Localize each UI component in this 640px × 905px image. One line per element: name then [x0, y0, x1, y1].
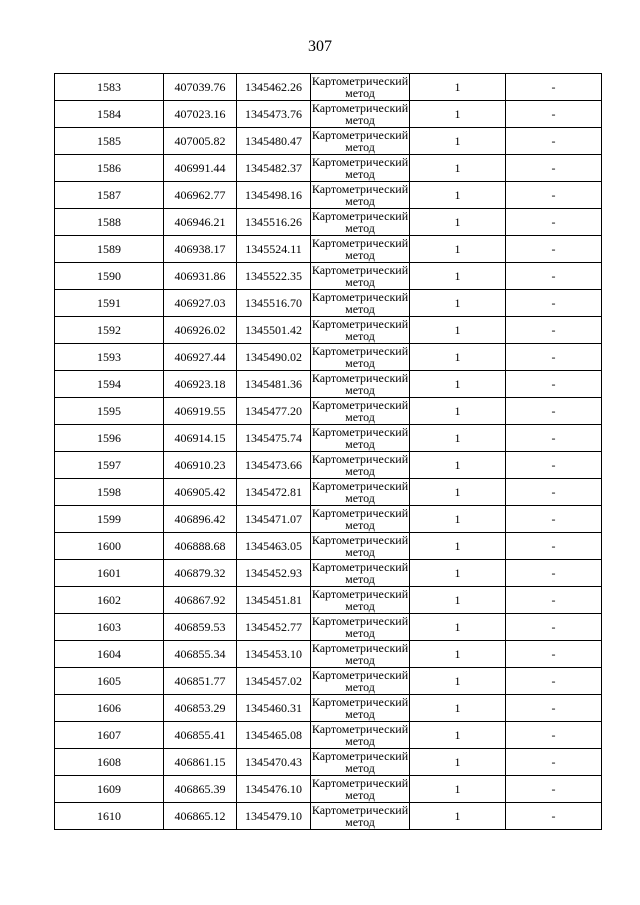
accuracy-cell: 1 — [410, 209, 506, 236]
method-line-1: Картометрический — [311, 533, 409, 547]
method-line-1: Картометрический — [311, 344, 409, 358]
accuracy-cell: 1 — [410, 182, 506, 209]
method-cell — [311, 155, 410, 182]
y-coordinate-cell: 1345475.74 — [237, 425, 311, 452]
method-line-1: Картометрический — [311, 317, 409, 331]
method-line-2: метод — [345, 140, 375, 154]
table-row — [55, 776, 602, 803]
method-line-2: метод — [345, 599, 375, 613]
method-line-2: метод — [345, 815, 375, 829]
method-line-1: Картометрический — [311, 263, 409, 277]
table-row — [55, 722, 602, 749]
description-cell: - — [506, 101, 602, 128]
table-body — [55, 74, 602, 830]
description-cell: - — [506, 722, 602, 749]
y-coordinate-cell: 1345462.26 — [237, 74, 311, 101]
accuracy-cell: 1 — [410, 344, 506, 371]
table-row — [55, 263, 602, 290]
table-row — [55, 668, 602, 695]
description-cell: - — [506, 452, 602, 479]
accuracy-cell: 1 — [410, 128, 506, 155]
point-number-cell: 1598 — [55, 479, 164, 506]
method-line-1: Картометрический — [311, 695, 409, 709]
method-line-2: метод — [345, 788, 375, 802]
description-cell: - — [506, 425, 602, 452]
point-number-cell: 1596 — [55, 425, 164, 452]
y-coordinate-cell: 1345477.20 — [237, 398, 311, 425]
method-line-2: метод — [345, 302, 375, 316]
table-row — [55, 290, 602, 317]
method-cell — [311, 560, 410, 587]
accuracy-cell: 1 — [410, 479, 506, 506]
table-row — [55, 236, 602, 263]
y-coordinate-cell: 1345457.02 — [237, 668, 311, 695]
method-line-1: Картометрический — [311, 371, 409, 385]
description-cell: - — [506, 317, 602, 344]
y-coordinate-cell: 1345476.10 — [237, 776, 311, 803]
description-cell: - — [506, 479, 602, 506]
y-coordinate-cell: 1345524.11 — [237, 236, 311, 263]
method-line-2: метод — [345, 626, 375, 640]
point-number-cell: 1610 — [55, 803, 164, 830]
method-line-1: Картометрический — [311, 614, 409, 628]
method-cell — [311, 128, 410, 155]
method-line-2: метод — [345, 680, 375, 694]
accuracy-cell: 1 — [410, 236, 506, 263]
method-line-2: метод — [345, 572, 375, 586]
accuracy-cell: 1 — [410, 425, 506, 452]
method-line-1: Картометрический — [311, 128, 409, 142]
description-cell: - — [506, 209, 602, 236]
method-line-2: метод — [345, 707, 375, 721]
description-cell: - — [506, 668, 602, 695]
point-number-cell: 1595 — [55, 398, 164, 425]
point-number-cell: 1599 — [55, 506, 164, 533]
method-line-2: метод — [345, 194, 375, 208]
x-coordinate-cell: 407005.82 — [164, 128, 237, 155]
table-row — [55, 641, 602, 668]
method-line-2: метод — [345, 653, 375, 667]
description-cell: - — [506, 344, 602, 371]
accuracy-cell: 1 — [410, 560, 506, 587]
x-coordinate-cell: 406938.17 — [164, 236, 237, 263]
point-number-cell: 1606 — [55, 695, 164, 722]
coordinates-table — [54, 73, 602, 830]
x-coordinate-cell: 406896.42 — [164, 506, 237, 533]
method-line-2: метод — [345, 167, 375, 181]
x-coordinate-cell: 406888.68 — [164, 533, 237, 560]
method-cell — [311, 722, 410, 749]
method-line-1: Картометрический — [311, 425, 409, 439]
table-row — [55, 101, 602, 128]
table-row — [55, 425, 602, 452]
description-cell: - — [506, 695, 602, 722]
point-number-cell: 1583 — [55, 74, 164, 101]
x-coordinate-cell: 406946.21 — [164, 209, 237, 236]
method-cell — [311, 695, 410, 722]
y-coordinate-cell: 1345516.70 — [237, 290, 311, 317]
x-coordinate-cell: 406865.39 — [164, 776, 237, 803]
method-cell — [311, 668, 410, 695]
y-coordinate-cell: 1345522.35 — [237, 263, 311, 290]
x-coordinate-cell: 406923.18 — [164, 371, 237, 398]
method-line-1: Картометрический — [311, 290, 409, 304]
method-cell — [311, 371, 410, 398]
point-number-cell: 1590 — [55, 263, 164, 290]
x-coordinate-cell: 406926.02 — [164, 317, 237, 344]
method-cell — [311, 182, 410, 209]
accuracy-cell: 1 — [410, 290, 506, 317]
method-line-1: Картометрический — [311, 479, 409, 493]
method-cell — [311, 803, 410, 830]
method-cell — [311, 533, 410, 560]
point-number-cell: 1600 — [55, 533, 164, 560]
method-line-2: метод — [345, 248, 375, 262]
accuracy-cell: 1 — [410, 398, 506, 425]
method-cell — [311, 263, 410, 290]
table-row — [55, 587, 602, 614]
y-coordinate-cell: 1345481.36 — [237, 371, 311, 398]
point-number-cell: 1607 — [55, 722, 164, 749]
method-line-1: Картометрический — [311, 182, 409, 196]
accuracy-cell: 1 — [410, 803, 506, 830]
x-coordinate-cell: 407039.76 — [164, 74, 237, 101]
accuracy-cell: 1 — [410, 371, 506, 398]
accuracy-cell: 1 — [410, 155, 506, 182]
description-cell: - — [506, 236, 602, 263]
table-row — [55, 344, 602, 371]
description-cell: - — [506, 155, 602, 182]
accuracy-cell: 1 — [410, 317, 506, 344]
table-row — [55, 560, 602, 587]
method-line-2: метод — [345, 275, 375, 289]
y-coordinate-cell: 1345453.10 — [237, 641, 311, 668]
y-coordinate-cell: 1345471.07 — [237, 506, 311, 533]
y-coordinate-cell: 1345480.47 — [237, 128, 311, 155]
method-cell — [311, 614, 410, 641]
description-cell: - — [506, 533, 602, 560]
x-coordinate-cell: 406962.77 — [164, 182, 237, 209]
accuracy-cell: 1 — [410, 506, 506, 533]
point-number-cell: 1608 — [55, 749, 164, 776]
method-line-2: метод — [345, 410, 375, 424]
y-coordinate-cell: 1345479.10 — [237, 803, 311, 830]
description-cell: - — [506, 290, 602, 317]
method-line-1: Картометрический — [311, 506, 409, 520]
x-coordinate-cell: 406931.86 — [164, 263, 237, 290]
method-line-1: Картометрический — [311, 668, 409, 682]
method-line-1: Картометрический — [311, 749, 409, 763]
method-line-2: метод — [345, 518, 375, 532]
method-line-2: метод — [345, 545, 375, 559]
method-cell — [311, 317, 410, 344]
x-coordinate-cell: 406914.15 — [164, 425, 237, 452]
y-coordinate-cell: 1345452.77 — [237, 614, 311, 641]
method-cell — [311, 101, 410, 128]
accuracy-cell: 1 — [410, 722, 506, 749]
method-line-1: Картометрический — [311, 209, 409, 223]
table-row — [55, 182, 602, 209]
table-row — [55, 803, 602, 830]
method-cell — [311, 209, 410, 236]
method-line-1: Картометрический — [311, 74, 409, 88]
point-number-cell: 1589 — [55, 236, 164, 263]
y-coordinate-cell: 1345498.16 — [237, 182, 311, 209]
method-line-2: метод — [345, 383, 375, 397]
point-number-cell: 1609 — [55, 776, 164, 803]
table-row — [55, 317, 602, 344]
method-line-1: Картометрический — [311, 560, 409, 574]
point-number-cell: 1586 — [55, 155, 164, 182]
method-cell — [311, 749, 410, 776]
description-cell: - — [506, 641, 602, 668]
method-cell — [311, 587, 410, 614]
method-line-2: метод — [345, 437, 375, 451]
table-row — [55, 479, 602, 506]
y-coordinate-cell: 1345460.31 — [237, 695, 311, 722]
point-number-cell: 1588 — [55, 209, 164, 236]
y-coordinate-cell: 1345452.93 — [237, 560, 311, 587]
table-row — [55, 452, 602, 479]
method-line-2: метод — [345, 329, 375, 343]
description-cell: - — [506, 506, 602, 533]
table-row — [55, 128, 602, 155]
y-coordinate-cell: 1345470.43 — [237, 749, 311, 776]
method-cell — [311, 506, 410, 533]
point-number-cell: 1601 — [55, 560, 164, 587]
method-cell — [311, 641, 410, 668]
accuracy-cell: 1 — [410, 587, 506, 614]
point-number-cell: 1592 — [55, 317, 164, 344]
method-cell — [311, 479, 410, 506]
point-number-cell: 1602 — [55, 587, 164, 614]
description-cell: - — [506, 74, 602, 101]
x-coordinate-cell: 406919.55 — [164, 398, 237, 425]
table-row — [55, 614, 602, 641]
method-cell — [311, 398, 410, 425]
accuracy-cell: 1 — [410, 533, 506, 560]
x-coordinate-cell: 406991.44 — [164, 155, 237, 182]
table-row — [55, 209, 602, 236]
table-row — [55, 695, 602, 722]
description-cell: - — [506, 263, 602, 290]
table-row — [55, 749, 602, 776]
accuracy-cell: 1 — [410, 776, 506, 803]
method-line-1: Картометрический — [311, 587, 409, 601]
table-row — [55, 155, 602, 182]
table-row — [55, 371, 602, 398]
method-line-2: метод — [345, 86, 375, 100]
description-cell: - — [506, 587, 602, 614]
description-cell: - — [506, 560, 602, 587]
table-row — [55, 398, 602, 425]
method-line-2: метод — [345, 491, 375, 505]
description-cell: - — [506, 614, 602, 641]
y-coordinate-cell: 1345516.26 — [237, 209, 311, 236]
accuracy-cell: 1 — [410, 263, 506, 290]
y-coordinate-cell: 1345490.02 — [237, 344, 311, 371]
x-coordinate-cell: 406851.77 — [164, 668, 237, 695]
accuracy-cell: 1 — [410, 749, 506, 776]
x-coordinate-cell: 406855.34 — [164, 641, 237, 668]
point-number-cell: 1584 — [55, 101, 164, 128]
x-coordinate-cell: 406855.41 — [164, 722, 237, 749]
accuracy-cell: 1 — [410, 452, 506, 479]
y-coordinate-cell: 1345465.08 — [237, 722, 311, 749]
x-coordinate-cell: 406853.29 — [164, 695, 237, 722]
method-cell — [311, 290, 410, 317]
point-number-cell: 1587 — [55, 182, 164, 209]
description-cell: - — [506, 128, 602, 155]
x-coordinate-cell: 406861.15 — [164, 749, 237, 776]
description-cell: - — [506, 776, 602, 803]
y-coordinate-cell: 1345472.81 — [237, 479, 311, 506]
x-coordinate-cell: 406927.03 — [164, 290, 237, 317]
description-cell: - — [506, 182, 602, 209]
x-coordinate-cell: 406859.53 — [164, 614, 237, 641]
point-number-cell: 1605 — [55, 668, 164, 695]
y-coordinate-cell: 1345482.37 — [237, 155, 311, 182]
table-row — [55, 506, 602, 533]
accuracy-cell: 1 — [410, 74, 506, 101]
method-cell — [311, 236, 410, 263]
method-line-1: Картометрический — [311, 722, 409, 736]
method-line-1: Картометрический — [311, 236, 409, 250]
method-line-2: метод — [345, 464, 375, 478]
accuracy-cell: 1 — [410, 614, 506, 641]
x-coordinate-cell: 406865.12 — [164, 803, 237, 830]
point-number-cell: 1603 — [55, 614, 164, 641]
method-line-1: Картометрический — [311, 776, 409, 790]
point-number-cell: 1585 — [55, 128, 164, 155]
accuracy-cell: 1 — [410, 668, 506, 695]
x-coordinate-cell: 406867.92 — [164, 587, 237, 614]
point-number-cell: 1597 — [55, 452, 164, 479]
point-number-cell: 1594 — [55, 371, 164, 398]
method-line-2: метод — [345, 221, 375, 235]
table-row — [55, 74, 602, 101]
x-coordinate-cell: 406879.32 — [164, 560, 237, 587]
method-line-1: Картометрический — [311, 641, 409, 655]
point-number-cell: 1593 — [55, 344, 164, 371]
method-line-2: метод — [345, 113, 375, 127]
method-line-1: Картометрический — [311, 452, 409, 466]
method-line-2: метод — [345, 356, 375, 370]
method-line-1: Картометрический — [311, 803, 409, 817]
x-coordinate-cell: 406927.44 — [164, 344, 237, 371]
description-cell: - — [506, 371, 602, 398]
x-coordinate-cell: 406910.23 — [164, 452, 237, 479]
method-line-2: метод — [345, 734, 375, 748]
table-row — [55, 533, 602, 560]
description-cell: - — [506, 803, 602, 830]
method-cell — [311, 776, 410, 803]
point-number-cell: 1591 — [55, 290, 164, 317]
method-line-2: метод — [345, 761, 375, 775]
page-number: 307 — [308, 38, 332, 55]
method-cell — [311, 74, 410, 101]
method-line-1: Картометрический — [311, 398, 409, 412]
method-cell — [311, 452, 410, 479]
y-coordinate-cell: 1345451.81 — [237, 587, 311, 614]
accuracy-cell: 1 — [410, 641, 506, 668]
x-coordinate-cell: 407023.16 — [164, 101, 237, 128]
y-coordinate-cell: 1345473.76 — [237, 101, 311, 128]
y-coordinate-cell: 1345473.66 — [237, 452, 311, 479]
accuracy-cell: 1 — [410, 101, 506, 128]
description-cell: - — [506, 398, 602, 425]
method-line-1: Картометрический — [311, 155, 409, 169]
method-cell — [311, 344, 410, 371]
y-coordinate-cell: 1345463.05 — [237, 533, 311, 560]
method-line-1: Картометрический — [311, 101, 409, 115]
point-number-cell: 1604 — [55, 641, 164, 668]
x-coordinate-cell: 406905.42 — [164, 479, 237, 506]
accuracy-cell: 1 — [410, 695, 506, 722]
y-coordinate-cell: 1345501.42 — [237, 317, 311, 344]
method-cell — [311, 425, 410, 452]
description-cell: - — [506, 749, 602, 776]
